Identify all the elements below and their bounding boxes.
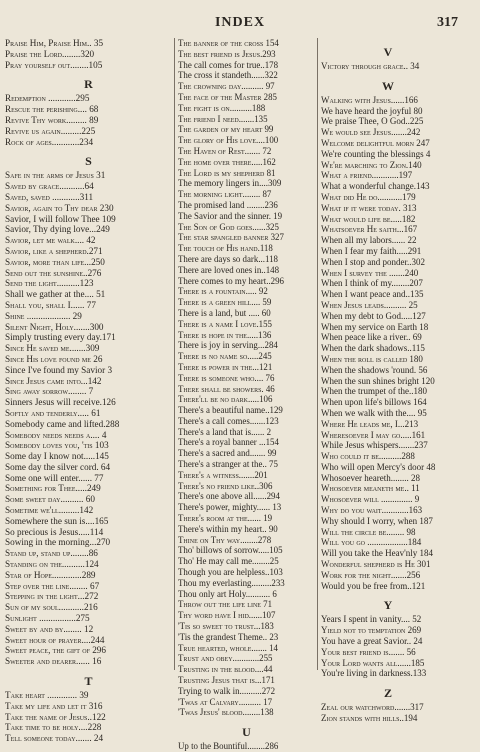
index-entry: Simply trusting every day.171: [5, 332, 116, 343]
index-entry: Step over the line........ 67: [5, 580, 100, 591]
index-entry: Zion stands with hills..194: [321, 713, 418, 724]
index-entry: Praise the Lord........320: [5, 48, 95, 59]
index-entry: Why do you wait............163: [321, 505, 423, 516]
index-entry: There is power in the...121: [178, 361, 273, 372]
index-entry: Since Jesus came into...142: [5, 375, 102, 386]
index-entry: Safe in the arms of Jesus 31: [5, 170, 106, 181]
index-entry: You have a great Savior.. 24: [321, 636, 423, 647]
index-entry: When peace like a river.. 69: [321, 332, 422, 343]
index-entry: Trying to walk in..........272: [178, 685, 276, 696]
index-entry: There is a green hill.... 59: [178, 297, 272, 308]
index-entry: Sweet peace, the gift of 296: [5, 645, 106, 656]
index-entry: The best friend is Jesus.293: [178, 48, 276, 59]
index-entry: The Son of God goes......325: [178, 221, 279, 232]
index-entry: The glory of His love....100: [178, 135, 279, 146]
index-entry: Somebody loves you, 'tis 103: [5, 440, 109, 451]
index-entry: What if it were today. 313: [321, 202, 417, 213]
index-entry: Send the light..........123: [5, 278, 94, 289]
column-divider: [317, 38, 318, 670]
index-entry: Wonderful shepherd is He 301: [321, 559, 431, 570]
index-entry: Some one will enter...... 77: [5, 472, 104, 483]
index-entry: Sometime we'll.........142: [5, 505, 94, 516]
index-entry: Zeal our watchword.......317: [321, 702, 424, 713]
index-entry: Something for Thee.....249: [5, 483, 101, 494]
index-entry: Redemption ............295: [5, 93, 90, 104]
index-entry: Sing away sorrow........ 7: [5, 386, 94, 397]
index-entry: Thy word have I hid......107: [178, 610, 276, 621]
page-header: [0, 15, 480, 35]
index-entry: There's power, mighty...... 13: [178, 502, 282, 513]
index-entry: There is no name so.....245: [178, 351, 272, 362]
index-entry: There's a royal banner ...154: [178, 437, 279, 448]
index-entry: What would life be.....182: [321, 213, 416, 224]
index-entry: What did He do...........179: [321, 191, 416, 202]
index-entry: Trust and obey............255: [178, 653, 273, 664]
index-entry: Sweet hour of prayer....244: [5, 634, 105, 645]
index-entry: There is someone who.... 76: [178, 372, 275, 383]
index-entry: When Jesus leads.......... 25: [321, 299, 418, 310]
index-entry: Saved by grace...........64: [5, 181, 94, 192]
index-entry: You're living in darkness.133: [321, 668, 427, 679]
index-entry: There is hope in the.....136: [178, 329, 272, 340]
index-entry: When the trumpet of the..180: [321, 386, 427, 397]
index-entry: Will you take the Heav'nly 184: [321, 548, 433, 559]
index-entry: What a wonderful change.143: [321, 181, 430, 192]
section-letter: T: [84, 674, 93, 689]
index-entry: There's a beautiful name..129: [178, 405, 283, 416]
index-entry: Sun of my soul...........216: [5, 602, 98, 613]
index-entry: The call comes for true..178: [178, 59, 279, 70]
index-entry: Up to the Bountiful........286: [178, 741, 279, 752]
index-entry: Sweet by and by........ 12: [5, 623, 94, 634]
index-entry: When the dark shadows..115: [321, 343, 425, 354]
index-entry: Trusting Jesus that is...171: [178, 675, 275, 686]
index-entry: Rescue the perishing.... 68: [5, 104, 99, 115]
index-entry: There's no friend like..306: [178, 480, 273, 491]
index-entry: There's within my heart.. 90: [178, 523, 278, 534]
index-entry: We're marching to Zion.140: [321, 159, 422, 170]
section-letter: Z: [383, 686, 392, 701]
index-entry: The memory lingers in....309: [178, 178, 282, 189]
index-entry: Tho' He may call me........25: [178, 556, 279, 567]
index-entry: 'Twas at Calvary.......... 17: [178, 696, 273, 707]
index-entry: Stepping in the light...272: [5, 591, 99, 602]
index-entry: Thine on Thy way........278: [178, 534, 272, 545]
index-entry: Your best friend is....... 56: [321, 646, 416, 657]
index-entry: There comes to my heart..296: [178, 275, 284, 286]
index-entry: Praise Him, Praise Him.. 35: [5, 38, 104, 48]
index-entry: Your Lord wants all......185: [321, 657, 425, 668]
index-entry: Since I've found my Savior 3: [5, 364, 113, 375]
section-letter: Y: [383, 598, 393, 613]
index-entry: Whosoever will .............. 9: [321, 494, 420, 505]
index-entry: Standing on the..........124: [5, 559, 99, 570]
index-entry: The garden of my heart 99: [178, 124, 274, 135]
index-entry: Will you go ..................184: [321, 537, 422, 548]
index-entry: The promised land ........236: [178, 199, 278, 210]
index-entry: When the roll is called 180: [321, 353, 423, 364]
index-entry: Throw out the life line 71: [178, 599, 273, 610]
index-entry: Since His love found me 26: [5, 353, 103, 364]
page-number: 317: [437, 15, 458, 30]
index-entry: The fight is on..........188: [178, 102, 266, 113]
index-entry: There'll be no dark.....106: [178, 394, 273, 405]
index-entry: Savior, let me walk.... 42: [5, 235, 96, 246]
index-entry: Somebody needs needs a.... 4: [5, 429, 107, 440]
index-entry: When my service on Earth 18: [321, 321, 429, 332]
index-entry: Rock of ages............234: [5, 136, 94, 147]
index-entry: Shine ................... 29: [5, 310, 82, 321]
index-entry: Silent Night, Holy.......300: [5, 321, 104, 332]
index-entry: The star spangled banner 327: [178, 232, 284, 243]
index-entry: Would you be free from..121: [321, 580, 426, 591]
index-entry: There's a witness.......201: [178, 469, 268, 480]
index-entry: Take heart ............. 39: [5, 690, 89, 701]
index-entry: Tell someone today....... 24: [5, 733, 104, 744]
index-entry: Take the name of Jesus..122: [5, 711, 106, 722]
index-entry: There's one above all......294: [178, 491, 280, 502]
index-entry: Since He saved me.......309: [5, 343, 100, 354]
index-entry: The Haven of Rest....... 72: [178, 145, 272, 156]
index-entry: When the sun shines bright 120: [321, 375, 435, 386]
index-entry: Welcome delightful morn 247: [321, 137, 430, 148]
index-entry: There are days so dark...118: [178, 253, 278, 264]
index-entry: Whatsoever He saith...167: [321, 224, 418, 235]
index-entry: When I fear my faith.....291: [321, 245, 422, 256]
index-entry: The banner of the cross 154: [178, 38, 279, 48]
index-entry: We're counting the blessings 4: [321, 148, 431, 159]
index-entry: 'Tis the grandest Theme.. 23: [178, 631, 279, 642]
index-entry: Softly and tenderly..... 61: [5, 407, 101, 418]
index-entry: We have heard the joyful 80: [321, 105, 423, 116]
index-entry: Take time to be holy....228: [5, 722, 102, 733]
index-entry: Who will open Mercy's door 48: [321, 461, 436, 472]
index-entry: 'Twas Jesus' blood........138: [178, 707, 274, 718]
index-entry: Revive Thy work......... 89: [5, 114, 99, 125]
index-entry: 'Tis so sweet to trust...183: [178, 621, 274, 632]
index-entry: The Lord is my shepherd 81: [178, 167, 276, 178]
index-entry: Wheresoever I may go.....161: [321, 429, 426, 440]
index-entry: When I survey the .......240: [321, 267, 419, 278]
index-entry: Whosoever meaneth me.. 11: [321, 483, 420, 494]
index-entry: Somebody came and lifted.288: [5, 418, 120, 429]
page-title: INDEX: [214, 15, 266, 30]
index-entry: There's a sacred and....... 99: [178, 448, 277, 459]
index-entry: When I stop and ponder..302: [321, 256, 425, 267]
index-entry: Some day I know not.....145: [5, 451, 109, 462]
index-entry: There's a call comes.......123: [178, 415, 279, 426]
index-entry: Stand up, stand up........86: [5, 548, 98, 559]
index-entry: We praise Thee, O God..225: [321, 116, 424, 127]
section-letter: U: [242, 725, 251, 740]
index-entry: Sunlight ................275: [5, 613, 90, 624]
index-entry: There is a fountain..... 92: [178, 286, 268, 297]
index-entry: The morning light........ 87: [178, 189, 272, 200]
index-entry: The home over there.....162: [178, 156, 276, 167]
index-entry: There is joy in serving...284: [178, 340, 278, 351]
index-entry: Somewhere the sun is....165: [5, 515, 109, 526]
index-entry: The face of the Master 285: [178, 91, 277, 102]
section-letter: R: [84, 77, 93, 92]
index-entry: Whosoever heareth........ 28: [321, 472, 420, 483]
index-entry: Savior, like a shepherd.271: [5, 245, 103, 256]
index-entry: Star of Hope.............289: [5, 569, 96, 580]
index-entry: There's a land that is...... 2: [178, 426, 272, 437]
index-entry: True hearted, whole....... 14: [178, 642, 278, 653]
section-letter: V: [383, 45, 393, 59]
index-entry: There shall be showers. 46: [178, 383, 275, 394]
index-entry: Where He leads me, I...213: [321, 418, 419, 429]
index-entry: What a friend............197: [321, 170, 413, 181]
index-entry: The friend I need.......135: [178, 113, 268, 124]
index-entry: Victory through grace.. 34: [321, 61, 420, 71]
index-entry: When my debt to God.....127: [321, 310, 426, 321]
index-entry: Some day the silver cord. 64: [5, 461, 111, 472]
index-entry: The Savior and the sinner. 19: [178, 210, 283, 221]
index-entry: Will the circle be........ 98: [321, 526, 416, 537]
index-entry: Shall we gather at the.... 51: [5, 289, 106, 300]
index-entry: Pray yourself out........105: [5, 59, 103, 70]
index-entry: Send out the sunshine..276: [5, 267, 102, 278]
index-entry: Savior, more than life...250: [5, 256, 105, 267]
index-entry: When upon life's billows 164: [321, 397, 427, 408]
index-entry: So precious is Jesus.....114: [5, 526, 104, 537]
section-letter: W: [382, 78, 394, 93]
index-entry: When all my labors...... 22: [321, 235, 417, 246]
index-entry: Saved, saved ............311: [5, 191, 94, 202]
index-entry: Take my life and let it 316: [5, 700, 103, 711]
index-entry: Who could it be..........288: [321, 451, 415, 462]
index-entry: Revive us again.........225: [5, 125, 96, 136]
index-entry: There is a land, but ..... 60: [178, 307, 271, 318]
index-entry: Savior, Thy dying love...249: [5, 224, 110, 235]
index-entry: Thou only art Holy........... 6: [178, 588, 277, 599]
index-entry: When I want peace and..135: [321, 289, 424, 300]
index-entry: When the shadows 'round. 56: [321, 364, 428, 375]
index-entry: While Jesus whispers.......237: [321, 440, 428, 451]
index-entry: Some sweet day.......... 60: [5, 494, 95, 505]
index-entry: When we walk with the.... 95: [321, 407, 427, 418]
index-entry: There are loved ones in..148: [178, 264, 280, 275]
index-entry: Shall you, shall I...... 77: [5, 299, 96, 310]
index-entry: Work for the night.......256: [321, 569, 421, 580]
index-entry: Thou my everlasting.........233: [178, 577, 285, 588]
index-entry: There is a name I love.155: [178, 318, 272, 329]
index-entry: Why should I worry, when 187: [321, 515, 433, 526]
column-divider: [174, 38, 175, 670]
index-entry: Sweeter and dearer...... 16: [5, 656, 102, 667]
index-entry: Yield not to temptation 269: [321, 625, 422, 636]
index-entry: The crowning day.......... 97: [178, 81, 275, 92]
index-entry: There's room at the...... 19: [178, 513, 273, 524]
index-entry: Savior, again to Thy dear 230: [5, 202, 114, 213]
index-entry: Though you are helpless..103: [178, 567, 283, 578]
index-entry: When I think of my........207: [321, 278, 423, 289]
index-entry: The touch of His hand.118: [178, 243, 273, 254]
index-column-1: [5, 38, 172, 744]
index-column-3: [321, 38, 455, 724]
index-entry: Trusting in the blood....44: [178, 664, 273, 675]
index-entry: Years I spent in vanity.... 52: [321, 614, 422, 625]
section-letter: S: [85, 154, 92, 169]
index-entry: Tho' billows of sorrow.....105: [178, 545, 283, 556]
index-entry: Walking with Jesus......166: [321, 94, 418, 105]
index-entry: Savior, I will follow Thee 109: [5, 213, 116, 224]
index-entry: Sinners Jesus will receive.126: [5, 397, 116, 408]
index-entry: Sowing in the morning...270: [5, 537, 111, 548]
index-entry: The cross it standeth......322: [178, 70, 278, 81]
index-entry: There's a stranger at the.. 75: [178, 459, 278, 470]
index-entry: We would see Jesus.......242: [321, 127, 421, 138]
index-column-2: [178, 38, 315, 752]
